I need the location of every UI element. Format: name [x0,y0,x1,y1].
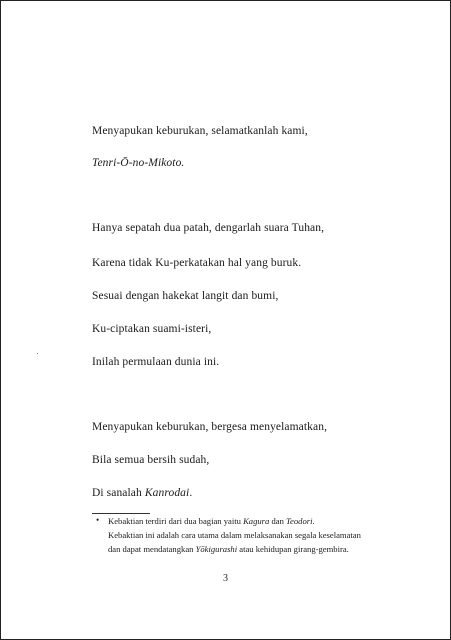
verse-line-2: Tenri-Ō-no-Mikoto. [92,157,185,169]
verse-line-8: Menyapukan keburukan, bergesa menyelamatkan, [92,421,328,433]
footnote-line-1-e: . [312,516,315,526]
verse-line-5: Sesuai dengan hakekat langit dan bumi, [92,290,279,302]
footnote-line-1-a: Kebaktian terdiri dari dua bagian yaitu [108,516,244,526]
footnote-rule [92,513,150,514]
verse-line-4: Karena tidak Ku-perkatakan hal yang buruk. [92,257,302,269]
footnote-bullet: • [96,515,100,525]
footnote-line-1-c: dan [269,516,287,526]
footnote-line-2: Kebaktian ini adalah cara utama dalam melaksanakan segala keselamatan [108,530,361,540]
scan-speck [37,353,38,354]
verse-line-10-period: . [189,487,193,499]
verse-line-7: Inilah permulaan dunia ini. [92,356,220,368]
footnote-yokigurashi: Yōkigurashi [195,544,238,554]
verse-line-10 [92,486,192,500]
verse-line-10-kanrodai: Kanrodai [144,487,190,499]
footnote-line-1 [108,516,315,527]
verse-line-6: Ku-ciptakan suami-isteri, [92,323,212,335]
footnote-line-3-c: atau kehidupan girang-gembira. [237,544,349,554]
verse-line-9: Bila semua bersih sudah, [92,454,210,466]
verse-line-10-lead: Di sanalah [92,487,145,499]
verse-line-3: Hanya sepatah dua patah, dengarlah suara Tuhan, [92,222,325,234]
footnote-line-3 [108,544,349,555]
page-number: 3 [223,573,228,584]
footnote-line-3-a: dan dapat mendatangkan [108,544,196,554]
verse-line-1: Menyapukan keburukan, selamatkanlah kami, [92,125,308,137]
footnote-kagura: Kagura [243,516,270,526]
footnote-teodori: Teodori [286,516,313,526]
